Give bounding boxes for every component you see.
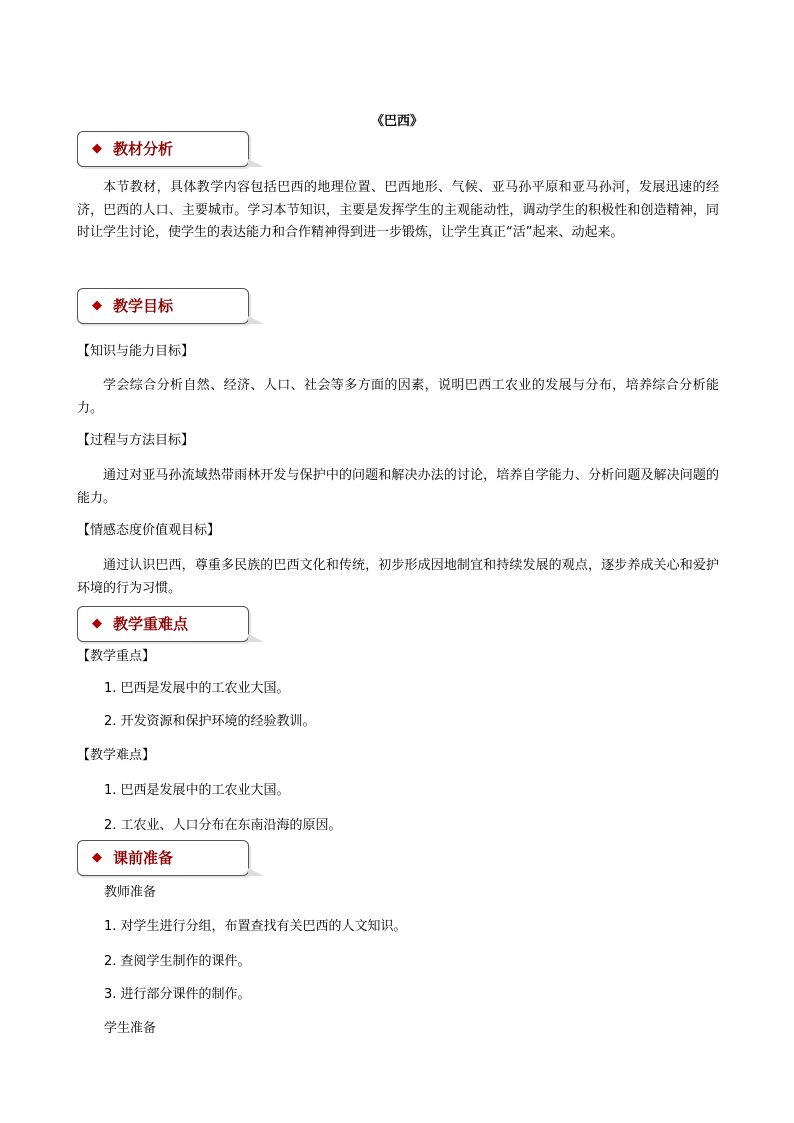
- section-header-keypoints: [77, 606, 249, 642]
- emotion-label: 【情感态度价值观目标】: [77, 523, 221, 538]
- emotion-paragraph: 通过认识巴西，尊重多民族的巴西文化和传统，初步形成因地制宜和持续发展的观点，逐步养成关心和爱护环境的行为习惯。: [77, 558, 719, 596]
- diamond-bullet-icon: ◆: [92, 616, 102, 631]
- section-heading: 教学目标: [113, 297, 174, 315]
- document-title: 《巴西》: [370, 114, 423, 129]
- analysis-paragraph: 本节教材，具体教学内容包括巴西的地理位置、巴西地形、气候、亚马孙平原和亚马孙河，发展迅速的经济，巴西的人口、主要城市。学习本节知识，主要是发挥学生的主观能动性，调动学生的积极性和创造精神，同时让学生讨论，使学生的表达能力和合作精神得到进一步锻炼，让学生真正“活”起来、动起来。: [77, 180, 719, 240]
- list-item: 3. 进行部分课件的制作。: [104, 987, 251, 1002]
- knowledge-paragraph: 学会综合分析自然、经济、人口、社会等多方面的因素，说明巴西工农业的发展与分布，培养综合分析能力。: [77, 378, 719, 416]
- list-item: 1. 对学生进行分组，布置查找有关巴西的人文知识。: [104, 919, 407, 934]
- knowledge-label: 【知识与能力目标】: [77, 344, 195, 359]
- section-heading: 教材分析: [113, 140, 174, 158]
- teacher-prep-label: 教师准备: [104, 885, 157, 900]
- header-tab-decoration: [248, 316, 264, 324]
- list-item: 2. 开发资源和保护环境的经验教训。: [104, 714, 316, 729]
- process-paragraph: 通过对亚马孙流域热带雨林开发与保护中的问题和解决办法的讨论，培养自学能力、分析问题及解决问题的能力。: [77, 468, 719, 506]
- diamond-bullet-icon: ◆: [92, 141, 102, 156]
- process-label: 【过程与方法目标】: [77, 433, 195, 448]
- diamond-bullet-icon: ◆: [92, 298, 102, 313]
- header-tab-decoration: [248, 634, 264, 642]
- header-tab-decoration: [248, 868, 264, 876]
- section-heading: 教学重难点: [113, 615, 189, 633]
- section-header-objectives: [77, 288, 249, 324]
- list-item: 1. 巴西是发展中的工农业大国。: [104, 783, 290, 798]
- focus-label: 【教学重点】: [77, 649, 156, 664]
- diamond-bullet-icon: ◆: [92, 850, 102, 865]
- difficulty-label: 【教学难点】: [77, 748, 156, 763]
- header-tab-decoration: [248, 159, 264, 167]
- section-heading: 课前准备: [113, 849, 174, 867]
- list-item: 2. 工农业、人口分布在东南沿海的原因。: [104, 818, 342, 833]
- section-header-preparation: [77, 840, 249, 876]
- list-item: 1. 巴西是发展中的工农业大国。: [104, 681, 290, 696]
- list-item: 2. 查阅学生制作的课件。: [104, 954, 251, 969]
- student-prep-label: 学生准备: [104, 1021, 157, 1036]
- section-header-analysis: [77, 131, 249, 167]
